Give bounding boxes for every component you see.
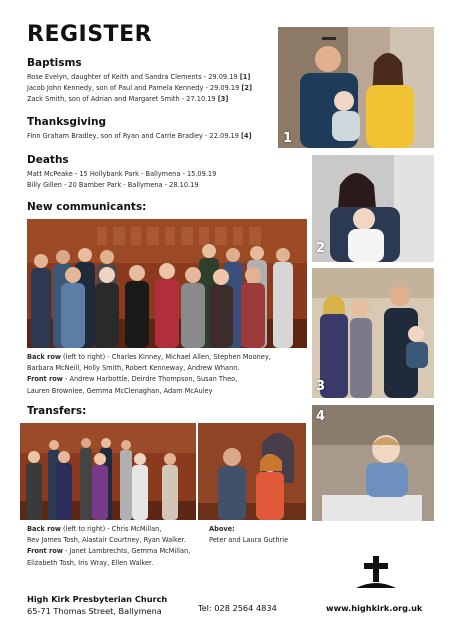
baptism-entry: Jacob John Kennedy, son of Paul and Pamela Kennedy - 29.09.19 [2] [27,84,253,92]
baptism-photo-3 [312,268,434,398]
photo-number-2: 2 [316,241,326,256]
deaths-heading: Deaths [27,154,69,166]
guthrie-couple-photo [198,423,306,520]
thanksgiving-heading: Thanksgiving [27,116,106,128]
baptism-entry: Zack Smith, son of Adrian and Margaret Smith - 27.10.19 [3] [27,95,229,103]
communicants-group-photo [27,219,307,348]
baptism-photo-2 [312,155,434,262]
transfers-caption: Back row (left to right) - Chris McMillan, Rev James Tosh, Alastair Courtney, Ryan Walker. Front row - Janet Lambrechts, Gemma McMillan, Elizabeth Tosh, Iris Wray, Ellen Walker. [27,525,191,567]
baptisms-heading: Baptisms [27,57,82,69]
communicants-caption: Back row (left to right) - Charles Kinney, Michael Allen, Stephen Mooney, Barbara McNeill, Holly Smith, Robert Kenneway, Andrew Whann. Front row - Andrew Harbottle, Deirdre Thompson, Susan Theo, Lauren Brownlee, Gemma McClenaghan, Adam McAuley [27,353,271,395]
photo-number-1: 1 [283,131,293,146]
thanksgiving-photo-4 [312,405,434,521]
death-entry: Billy Gillen - 20 Bamber Park - Ballymena - 28.10.19 [27,181,199,189]
page-title: REGISTER [27,22,153,47]
church-website[interactable]: www.highkirk.org.uk [326,603,423,613]
thanksgiving-entry: Finn Graham Bradley, son of Ryan and Carrie Bradley - 22.09.19 [4] [27,132,252,140]
cross-icon [356,554,396,590]
above-caption: Above: Peter and Laura Guthrie [209,525,289,545]
church-name: High Kirk Presbyterian Church [27,594,168,604]
church-address: 65-71 Thomas Street, Ballymena [27,606,162,616]
church-phone: Tel: 028 2564 4834 [198,603,277,613]
photo-number-4: 4 [316,409,326,424]
baptism-entry: Rose Evelyn, daughter of Keith and Sandra Clements - 29.09.19 [1] [27,73,251,81]
communicants-heading: New communicants: [27,201,147,213]
transfers-heading: Transfers: [27,405,87,417]
photo-number-3: 3 [316,379,326,394]
transfers-group-photo [20,423,196,520]
baptism-photo-1 [278,27,434,148]
death-entry: Matt McPeake - 15 Hollybank Park - Ballymena - 15.09.19 [27,170,217,178]
